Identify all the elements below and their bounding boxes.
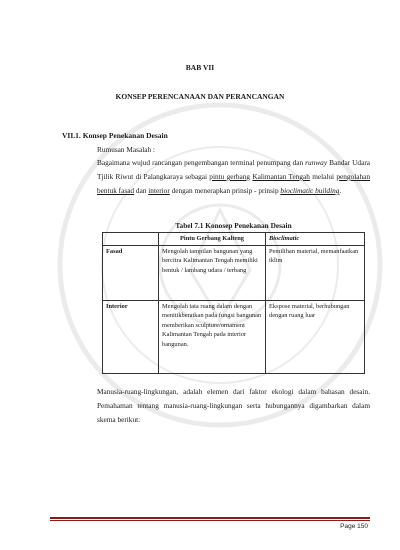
problem-kalteng: Kalimantan Tengah <box>252 172 310 181</box>
table-row-label: Interior <box>103 300 159 373</box>
concept-table <box>102 232 365 374</box>
problem-text-6: menerapkan prinsip - prinsip <box>194 186 281 195</box>
problem-interior: interior <box>148 186 170 195</box>
table-row <box>103 245 365 300</box>
table-header-blank <box>103 233 159 246</box>
problem-runway: runway <box>305 158 328 167</box>
footer-rule-thin <box>50 520 370 521</box>
chapter-label: BAB VII <box>185 63 215 72</box>
problem-text-2: Bandar Udara Tjilik Riwut di Palangkaraya sebagai <box>97 158 370 181</box>
table-cell: Pemilihan material, memanfaatkan iklim <box>266 245 365 300</box>
section-heading <box>62 131 168 140</box>
table-cell: Mengolah tata ruang dalam dengan menitikberatkan pada fungsi bangunan memberikan sculpture/ornament Kalimantan Tengah pada interior bangunan. <box>159 300 266 373</box>
section-number: VII.1. <box>62 131 81 140</box>
table-header-gateway: Pintu Gerbang Kalteng <box>159 233 266 246</box>
section-title: Konsep Penekanan Desain <box>82 131 168 140</box>
table-caption: Tabel 7.1 Konosep Penekanan Desain <box>175 221 292 230</box>
problem-label: Rumusan Masalah : <box>97 145 155 154</box>
closing-line-2: desain. Pemahaman tentang manusia-ruang-lingkungan serta hubungannya <box>97 387 371 410</box>
problem-fasad: pengolahan bentuk fasad <box>97 172 370 195</box>
closing-line-1: Manusia-ruang-lingkungan, adalah elemen dari faktor ekologi dalam bahasan <box>97 387 345 396</box>
table-row <box>103 300 365 373</box>
problem-text-1: Bagaimana wujud rancangan pengembangan terminal penumpang dan <box>97 158 304 167</box>
table-row-label: Fasad <box>103 245 159 300</box>
problem-text-3: melalui <box>309 172 337 181</box>
closing-paragraph <box>97 385 370 427</box>
closing-line-3: digambarkan dalam skema berikut: <box>97 401 370 424</box>
problem-text-4: dan <box>134 186 149 195</box>
table-header-bioclimatic: Bioclimatic <box>266 233 365 246</box>
footer-rule <box>50 517 370 519</box>
table-cell: Ekspose material, berhubungan dengan ruang luar <box>266 300 365 373</box>
problem-bioclimatic: bioclimatic building <box>280 186 340 195</box>
table-header-row <box>103 233 365 246</box>
page-number: Page 150 <box>340 523 368 530</box>
table-cell: Mengolah tampilan bangunan yang bercitra Kalimantan Tengah memiliki bentuk / lambang udara / terbang <box>159 245 266 300</box>
problem-text-7: . <box>339 186 342 195</box>
problem-paragraph <box>97 156 370 198</box>
problem-gate: pintu gerbang <box>209 172 251 181</box>
chapter-title: KONSEP PERENCANAAN DAN PERANCANGAN <box>115 92 285 101</box>
problem-text-5: dengan <box>169 186 193 195</box>
